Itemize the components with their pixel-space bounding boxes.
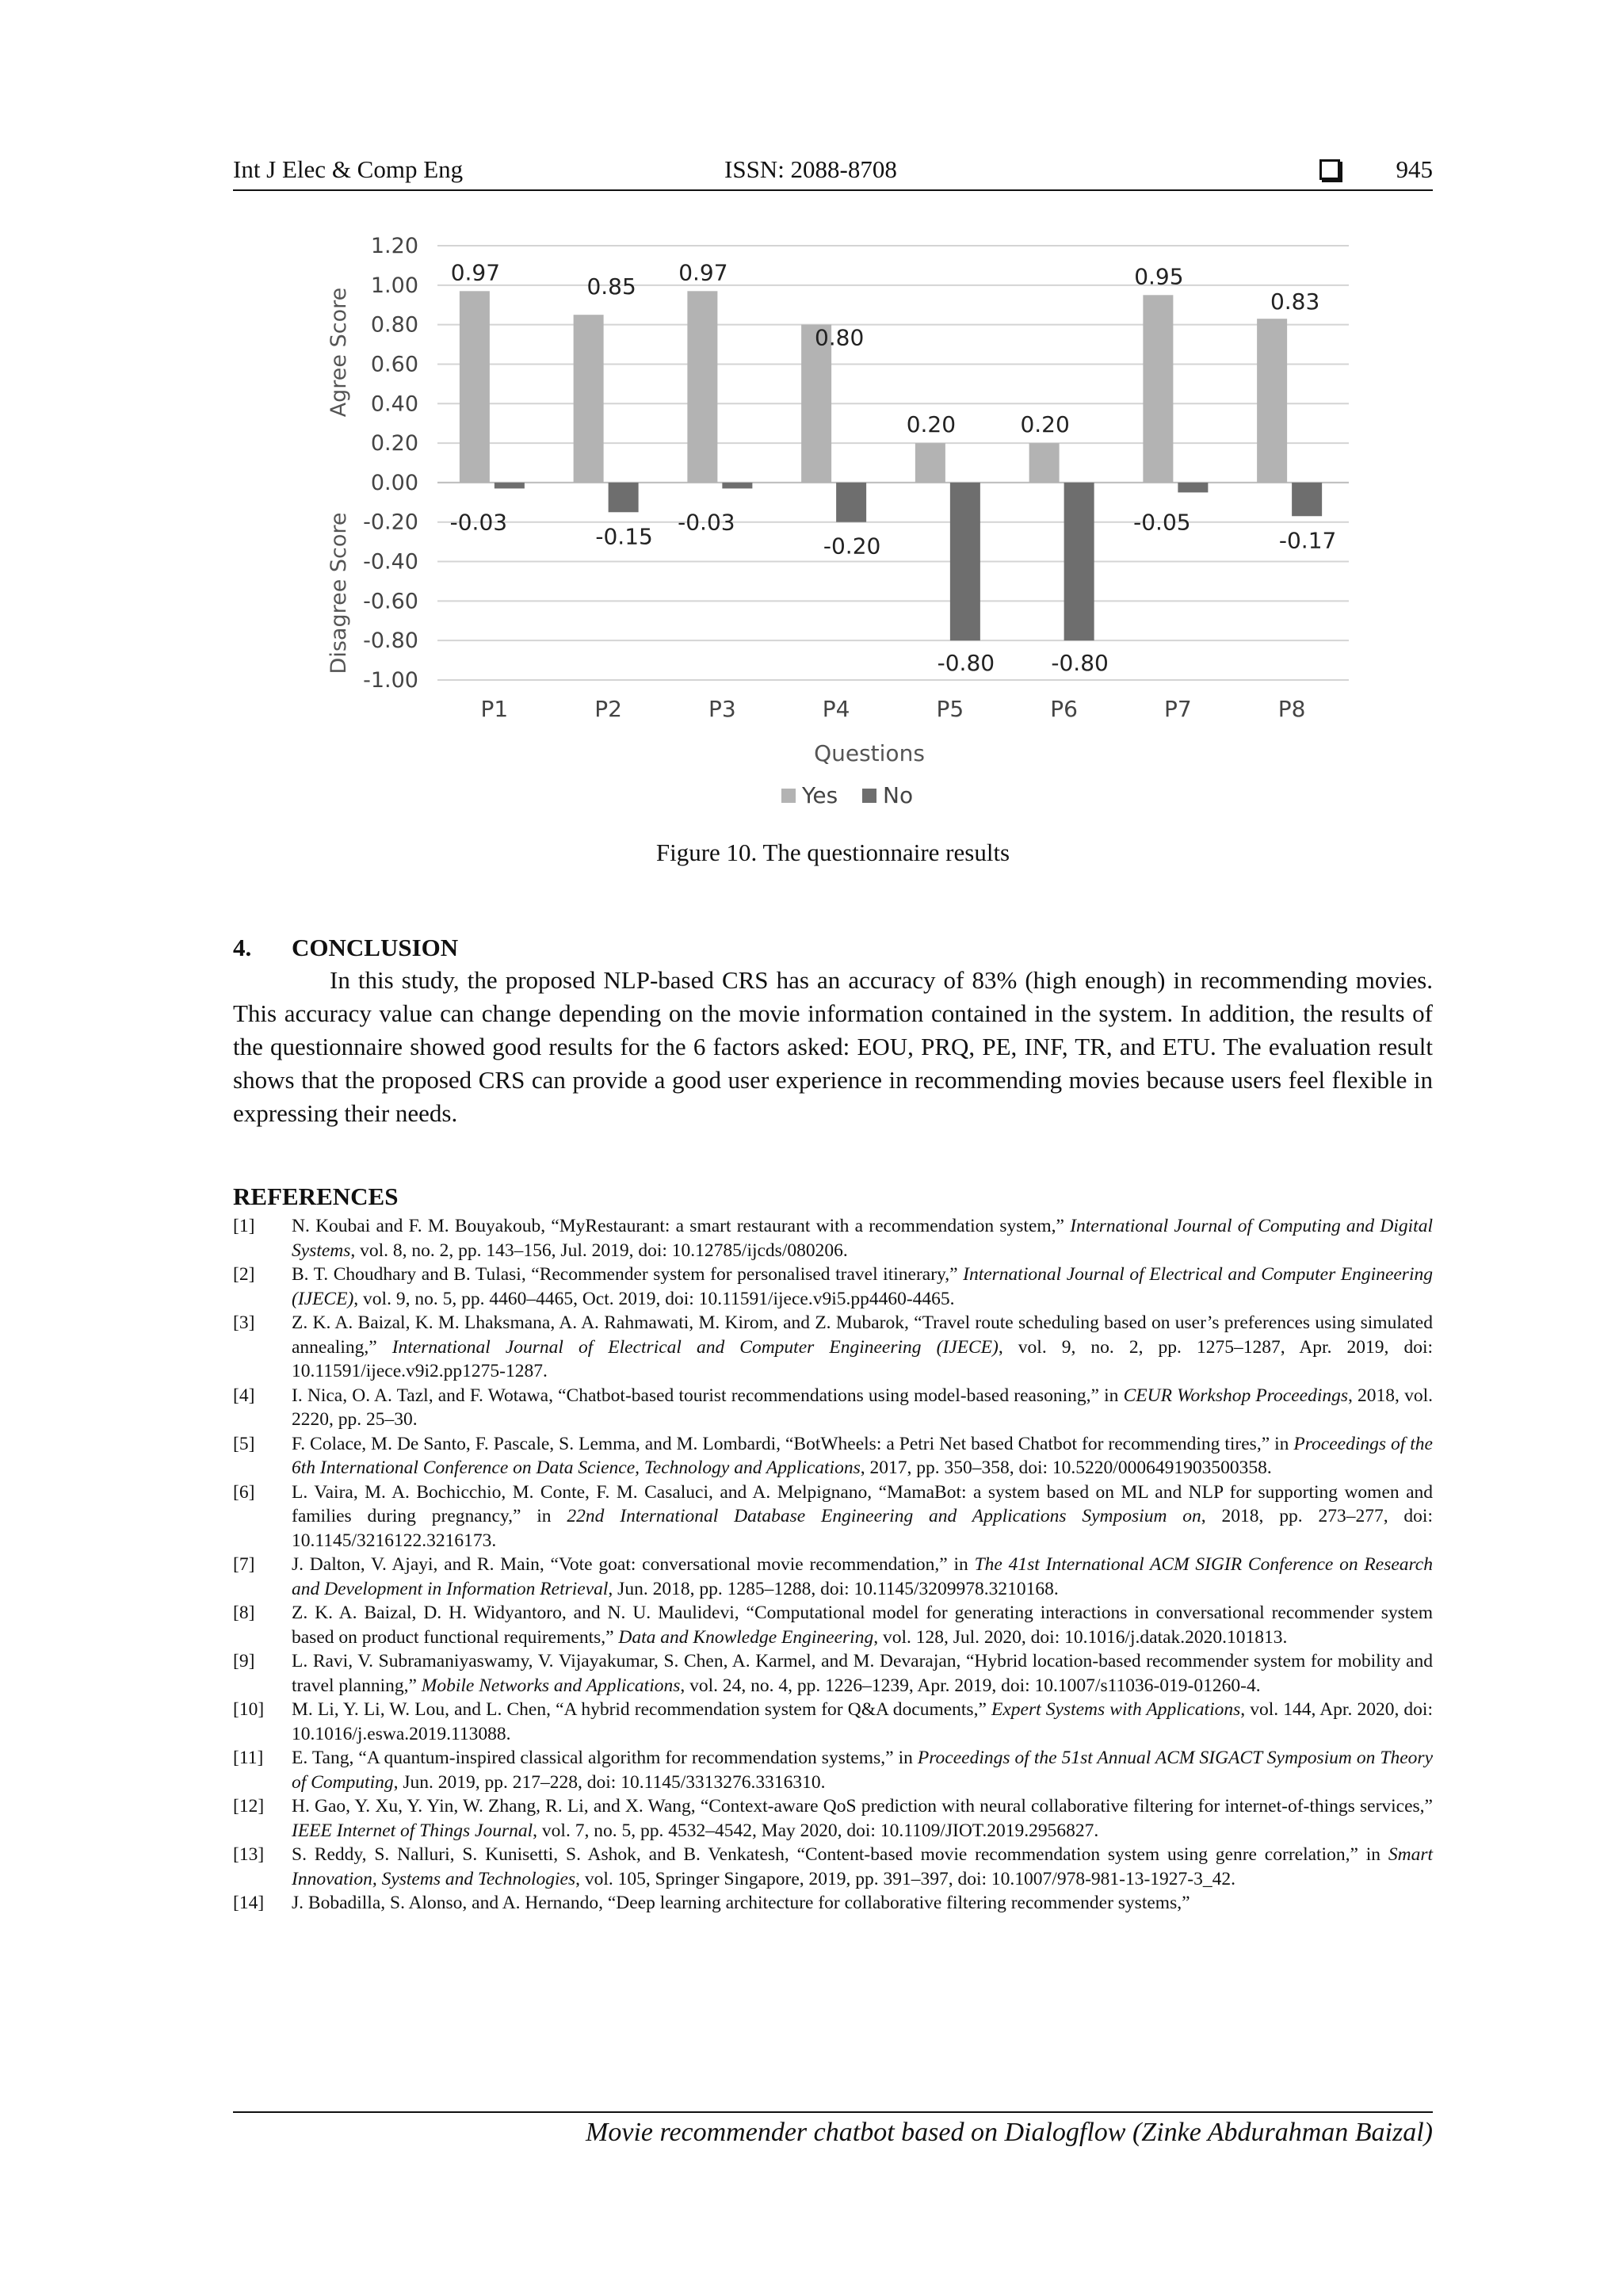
reference-number: [2] bbox=[233, 1264, 255, 1285]
page-header bbox=[233, 155, 1433, 190]
y-tick-label: 0.40 bbox=[370, 392, 418, 417]
reference-number: [3] bbox=[233, 1312, 255, 1333]
x-tick-label: P7 bbox=[1164, 696, 1192, 722]
bar-no bbox=[609, 483, 639, 512]
data-label-no: -0.03 bbox=[449, 509, 508, 536]
journal-name: Int J Elec & Comp Eng bbox=[233, 155, 464, 183]
x-tick-label: P6 bbox=[1050, 696, 1078, 722]
reference-source: International Journal of Electrical and Computer Engineering (IJECE) bbox=[292, 1264, 1433, 1309]
reference-text: N. Koubai and F. M. Bouyakoub, “MyRestaurant: a smart restaurant with a recommendation system,” International Journal of Computing and Digital Systems, vol. 8, no. 2, pp. 143–156, Jul. 2019, doi: 10.12785/ijcds/080206. bbox=[292, 1216, 1433, 1261]
reference-item bbox=[233, 1553, 1433, 1601]
y-tick-label: -0.40 bbox=[363, 549, 418, 575]
bar-no bbox=[495, 483, 525, 488]
data-label-no: -0.20 bbox=[823, 533, 881, 560]
bar-yes bbox=[1029, 443, 1060, 483]
reference-item bbox=[233, 1384, 1433, 1432]
y-axis-title-upper: Agree Score bbox=[327, 287, 351, 418]
reference-item bbox=[233, 1432, 1433, 1480]
data-label-yes: 0.80 bbox=[814, 324, 865, 351]
running-footer: Movie recommender chatbot based on Dialogflow (Zinke Abdurahman Baizal) bbox=[586, 2118, 1433, 2147]
bar-no bbox=[1292, 483, 1322, 516]
reference-text: B. T. Choudhary and B. Tulasi, “Recommender system for personalised travel itinerary,” International Journal of Electrical and Computer Engineering (IJECE), vol. 9, no. 5, pp. 4460–4465, Oct. 2019, doi: 10.11591/ijece.v9i5.pp4460-4465. bbox=[292, 1264, 1433, 1309]
bar-no bbox=[722, 483, 752, 488]
section-number: 4. bbox=[233, 934, 252, 961]
bar-yes bbox=[1143, 295, 1173, 483]
data-label-yes: 0.20 bbox=[906, 411, 957, 438]
reference-item bbox=[233, 1794, 1433, 1843]
reference-number: [6] bbox=[233, 1481, 255, 1503]
reference-item bbox=[233, 1891, 1433, 1916]
reference-text: F. Colace, M. De Santo, F. Pascale, S. Lemma, and M. Lombardi, “BotWheels: a Petri Net based Chatbot for recommending tires,” in Proceedings of the 6th International Conference on Data Science, Technology and Applications, 2017, pp. 350–358, doi: 10.5220/0006491903500358. bbox=[292, 1433, 1433, 1478]
reference-text: L. Vaira, M. A. Bochicchio, M. Conte, F. M. Casaluci, and A. Melpignano, “MamaBot: a system based on ML and NLP for supporting women and families during pregnancy,” in 22nd International Database Engineering and Applications Symposium on, 2018, pp. 273–277, doi: 10.1145/3216122.3216173. bbox=[292, 1481, 1433, 1551]
reference-item bbox=[233, 1746, 1433, 1794]
x-tick-label: P4 bbox=[822, 696, 850, 722]
data-label-yes: 0.97 bbox=[450, 259, 501, 286]
x-tick-label: P3 bbox=[708, 696, 736, 722]
data-label-no: -0.80 bbox=[1051, 650, 1109, 676]
x-tick-label: P1 bbox=[480, 696, 509, 722]
x-tick-label: P5 bbox=[936, 696, 964, 722]
reference-item bbox=[233, 1601, 1433, 1649]
data-label-no: -0.17 bbox=[1278, 527, 1337, 554]
legend-label-yes: Yes bbox=[802, 782, 838, 808]
y-tick-label: -0.80 bbox=[363, 628, 418, 654]
y-tick-label: 1.00 bbox=[370, 273, 418, 298]
reference-text: J. Bobadilla, S. Alonso, and A. Hernando, “Deep learning architecture for collaborative filtering recommender systems,” bbox=[292, 1893, 1190, 1913]
data-label-no: -0.05 bbox=[1133, 509, 1191, 536]
reference-number: [7] bbox=[233, 1554, 255, 1575]
data-label-yes: 0.97 bbox=[678, 259, 728, 286]
bar-no bbox=[1178, 483, 1208, 492]
reference-item bbox=[233, 1649, 1433, 1698]
references-list bbox=[233, 1214, 1433, 1916]
reference-number: [9] bbox=[233, 1651, 255, 1671]
y-tick-label: 0.80 bbox=[370, 312, 418, 338]
data-label-no: -0.03 bbox=[678, 509, 735, 536]
reference-number: [4] bbox=[233, 1385, 255, 1406]
checkbox-icon bbox=[1319, 159, 1340, 180]
reference-source: Smart Innovation, Systems and Technologies bbox=[292, 1844, 1433, 1889]
y-tick-label: -0.60 bbox=[363, 589, 418, 614]
reference-source: International Journal of Computing and Digital Systems bbox=[292, 1216, 1433, 1261]
bar-yes bbox=[915, 443, 945, 483]
reference-text: E. Tang, “A quantum-inspired classical algorithm for recommendation systems,” in Proceedings of the 51st Annual ACM SIGACT Symposium on Theory of Computing, Jun. 2019, pp. 217–228, doi: 10.1145/3313276.3316310. bbox=[292, 1748, 1434, 1793]
bar-yes bbox=[1257, 319, 1287, 483]
reference-item bbox=[233, 1480, 1433, 1553]
reference-text: Z. K. A. Baizal, D. H. Widyantoro, and N. U. Maulidevi, “Computational model for generating interactions in conversational recommender system based on product functional requirements,” Data and Knowledge Engineering, vol. 128, Jul. 2020, doi: 10.1016/j.datak.2020.101813. bbox=[292, 1603, 1433, 1648]
reference-text: I. Nica, O. A. Tazl, and F. Wotawa, “Chatbot-based tourist recommendations using model-based reasoning,” in CEUR Workshop Proceedings, 2018, vol. 2220, pp. 25–30. bbox=[292, 1385, 1433, 1430]
bar-no bbox=[1064, 483, 1094, 640]
reference-item bbox=[233, 1214, 1433, 1263]
reference-number: [13] bbox=[233, 1844, 265, 1865]
data-label-no: -0.15 bbox=[595, 523, 653, 550]
reference-text: H. Gao, Y. Xu, Y. Yin, W. Zhang, R. Li, and X. Wang, “Context-aware QoS prediction with neural collaborative filtering for internet-of-things services,” IEEE Internet of Things Journal, vol. 7, no. 5, pp. 4532–4542, May 2020, doi: 10.1109/JIOT.2019.2956827. bbox=[292, 1796, 1433, 1841]
reference-number: [11] bbox=[233, 1748, 264, 1768]
bar-no bbox=[950, 483, 980, 640]
legend-swatch-no bbox=[862, 789, 876, 803]
bar-yes bbox=[687, 291, 717, 483]
bar-yes bbox=[574, 315, 604, 483]
reference-source: Proceedings of the 51st Annual ACM SIGACT Symposium on Theory of Computing bbox=[292, 1748, 1434, 1793]
questionnaire-chart bbox=[309, 222, 1355, 824]
data-label-yes: 0.83 bbox=[1270, 288, 1320, 315]
y-tick-label: -0.20 bbox=[363, 510, 418, 535]
legend-swatch-yes bbox=[781, 789, 796, 803]
x-tick-label: P2 bbox=[594, 696, 622, 722]
reference-item bbox=[233, 1843, 1433, 1891]
references-heading: REFERENCES bbox=[233, 1182, 399, 1210]
reference-text: M. Li, Y. Li, W. Lou, and L. Chen, “A hybrid recommendation system for Q&A documents,” Expert Systems with Applications, vol. 144, Apr. 2020, doi: 10.1016/j.eswa.2019.113088. bbox=[292, 1699, 1433, 1744]
reference-number: [5] bbox=[233, 1433, 255, 1454]
reference-source: Data and Knowledge Engineering bbox=[618, 1626, 874, 1648]
reference-item bbox=[233, 1311, 1433, 1384]
y-axis-title-lower: Disagree Score bbox=[327, 512, 351, 674]
reference-number: [1] bbox=[233, 1216, 255, 1236]
reference-source: Mobile Networks and Applications bbox=[421, 1675, 681, 1696]
reference-source: Expert Systems with Applications bbox=[991, 1699, 1241, 1720]
y-tick-label: -1.00 bbox=[363, 668, 418, 693]
reference-source: Proceedings of the 6th International Conference on Data Science, Technology and Applications bbox=[292, 1433, 1433, 1478]
page-number: 945 bbox=[1396, 155, 1433, 183]
reference-number: [14] bbox=[233, 1893, 265, 1913]
bar-yes bbox=[460, 291, 490, 483]
y-tick-label: 1.20 bbox=[370, 234, 418, 258]
section-title: CONCLUSION bbox=[292, 934, 459, 961]
reference-text: J. Dalton, V. Ajayi, and R. Main, “Vote goat: conversational movie recommendation,” in The 41st International ACM SIGIR Conference on Research and Development in Information Retrieval, Jun. 2018, pp. 1285–1288, doi: 10.1145/3209978.3210168. bbox=[292, 1554, 1433, 1599]
x-axis-title: Questions bbox=[814, 740, 925, 766]
reference-text: Z. K. A. Baizal, K. M. Lhaksmana, A. A. Rahmawati, M. Kirom, and Z. Mubarok, “Travel route scheduling based on user’s preferences using simulated annealing,” International Journal of Electrical and Computer Engineering (IJECE), vol. 9, no. 2, pp. 1275–1287, Apr. 2019, doi: 10.11591/ijece.v9i2.pp1275-1287. bbox=[292, 1312, 1433, 1381]
reference-source: 22nd International Database Engineering and Applications Symposium on bbox=[567, 1506, 1201, 1526]
issn: ISSN: 2088-8708 bbox=[724, 155, 897, 183]
footer-rule bbox=[233, 2111, 1433, 2113]
header-rule bbox=[233, 189, 1433, 191]
reference-number: [12] bbox=[233, 1796, 265, 1817]
reference-number: [10] bbox=[233, 1699, 265, 1720]
reference-source: IEEE Internet of Things Journal bbox=[292, 1820, 533, 1841]
legend-label-no: No bbox=[883, 782, 914, 808]
y-tick-label: 0.60 bbox=[370, 352, 418, 377]
data-label-yes: 0.95 bbox=[1134, 263, 1184, 290]
x-tick-label: P8 bbox=[1277, 696, 1306, 722]
reference-source: The 41st International ACM SIGIR Conference on Research and Development in Information Retrieval bbox=[292, 1554, 1433, 1599]
reference-item bbox=[233, 1698, 1433, 1746]
reference-source: International Journal of Electrical and Computer Engineering (IJECE) bbox=[391, 1336, 999, 1358]
data-label-yes: 0.85 bbox=[586, 273, 636, 300]
y-tick-label: 0.20 bbox=[370, 431, 418, 457]
figure-caption: Figure 10. The questionnaire results bbox=[655, 839, 1010, 866]
y-tick-label: 0.00 bbox=[370, 470, 418, 495]
reference-item bbox=[233, 1263, 1433, 1311]
data-label-no: -0.80 bbox=[937, 650, 995, 676]
reference-text: L. Ravi, V. Subramaniyaswamy, V. Vijayakumar, S. Chen, A. Karmel, and M. Devarajan, “Hybrid location-based recommender system for mobility and travel planning,” Mobile Networks and Applications, vol. 24, no. 4, pp. 1226–1239, Apr. 2019, doi: 10.1007/s11036-019-01260-4. bbox=[292, 1651, 1433, 1696]
conclusion-paragraph: In this study, the proposed NLP-based CRS has an accuracy of 83% (high enough) in recommending movies. This accuracy value can change depending on the movie information contained in the system. In addition, the results of the questionnaire showed good results for the 6 factors asked: EOU, PRQ, PE, INF, TR, and ETU. The evaluation result shows that the proposed CRS can provide a good user experience in recommending movies because users feel flexible in expressing their needs. bbox=[233, 966, 1433, 1127]
data-label-yes: 0.20 bbox=[1020, 411, 1070, 438]
reference-source: CEUR Workshop Proceedings bbox=[1123, 1385, 1348, 1406]
reference-number: [8] bbox=[233, 1603, 255, 1623]
reference-text: S. Reddy, S. Nalluri, S. Kunisetti, S. Ashok, and B. Venkatesh, “Content-based movie recommendation system using genre correlation,” in Smart Innovation, Systems and Technologies, vol. 105, Springer Singapore, 2019, pp. 391–397, doi: 10.1007/978-981-13-1927-3_42. bbox=[292, 1844, 1433, 1889]
bar-no bbox=[836, 483, 866, 522]
